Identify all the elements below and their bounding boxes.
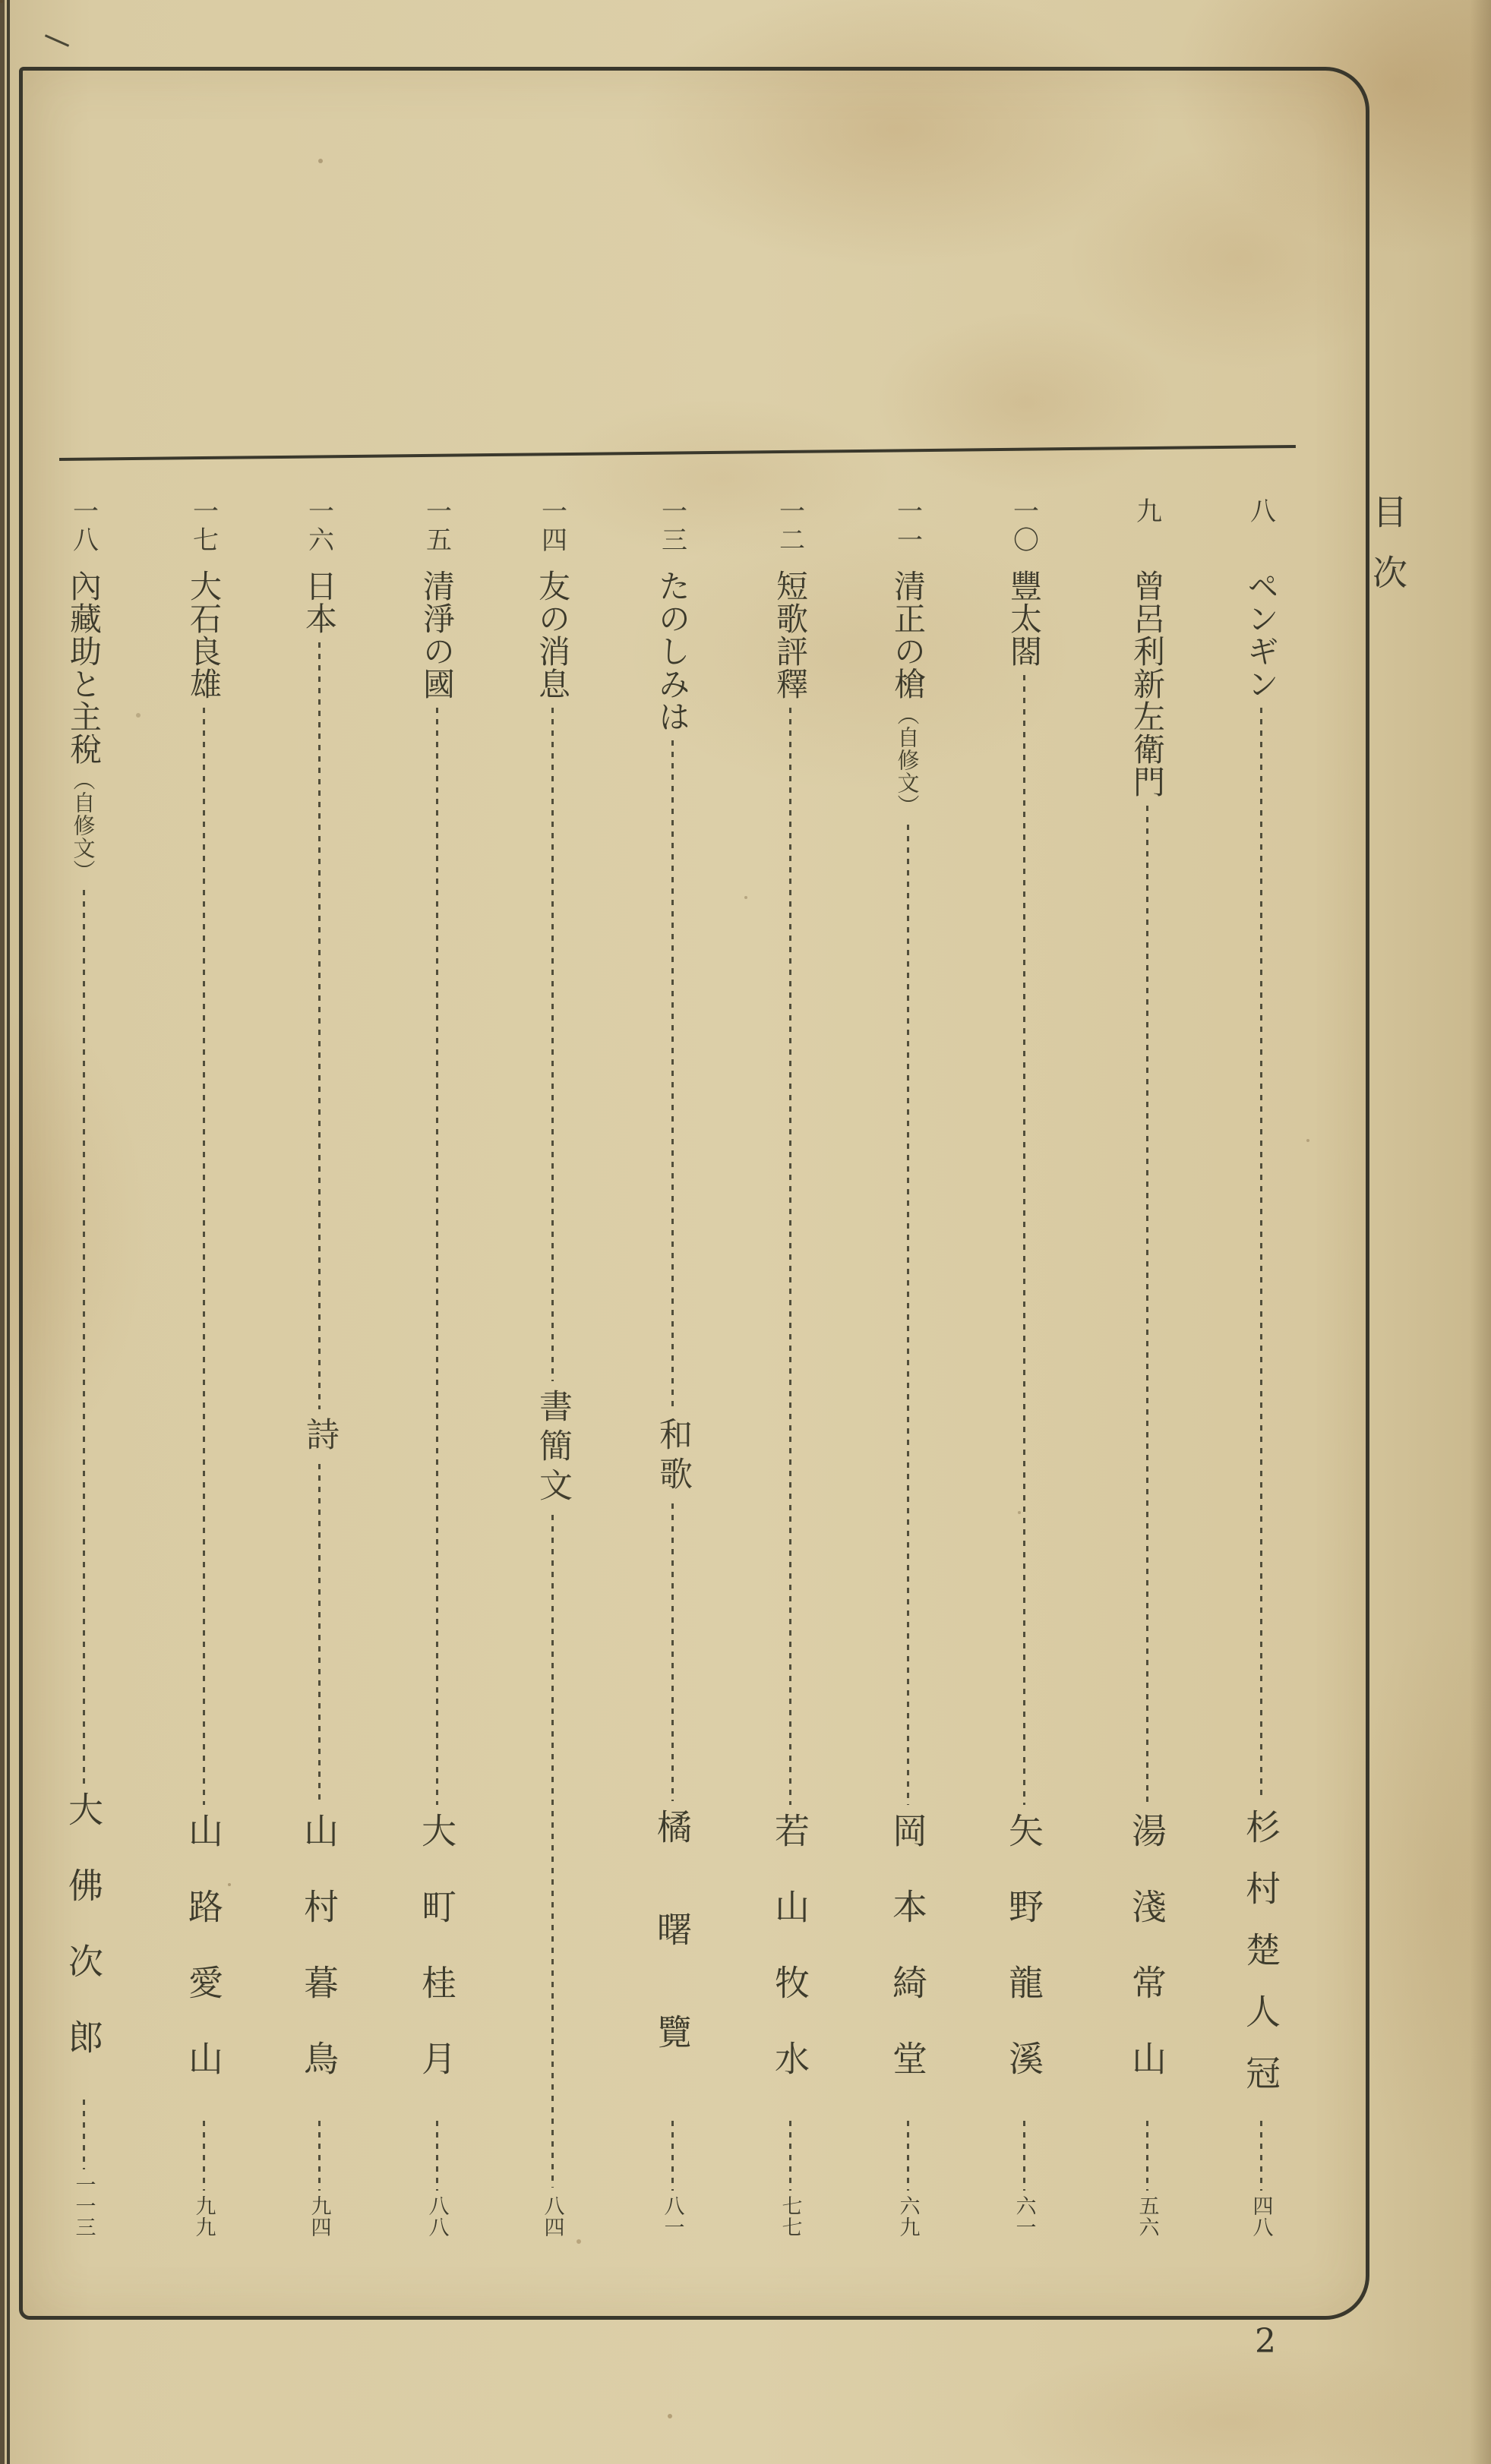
entry-page-number: 八一 (660, 2195, 684, 2238)
entry-page-number: 七七 (778, 2195, 802, 2238)
dotted-leader (789, 708, 791, 1805)
entry-author: 岡本綺堂 (887, 1813, 928, 2116)
toc-entry (748, 497, 832, 2238)
dotted-leader-short (318, 2121, 321, 2191)
entry-title: 內藏助と主稅 (65, 569, 103, 765)
entry-title: 曾呂利新左衛門 (1129, 569, 1166, 798)
entry-author: 矢野龍溪 (1003, 1813, 1044, 2116)
dotted-leader (1146, 806, 1148, 1805)
entry-title: たのしみは (654, 569, 691, 733)
toc-entry (1105, 497, 1189, 2238)
entry-page-number: 九四 (307, 2195, 331, 2238)
entry-author: 山村暮鳥 (299, 1813, 340, 2116)
dotted-leader-short (1146, 2121, 1148, 2191)
entry-number: 一二 (774, 497, 805, 555)
toc-entry (1219, 497, 1303, 2238)
dotted-leader-short (907, 2121, 909, 2191)
entry-note: （自修文） (70, 768, 96, 882)
dotted-leader (671, 1503, 674, 1801)
entry-number: 一〇 (1008, 497, 1039, 555)
entry-page-number: 八四 (540, 2195, 564, 2238)
toc-entry (630, 497, 714, 2238)
stray-pencil-mark (45, 34, 69, 47)
entry-number: 九 (1131, 497, 1162, 526)
entry-genre: 書簡文 (533, 1388, 572, 1507)
dotted-leader-short (671, 2121, 674, 2191)
toc-entry (162, 497, 245, 2238)
dotted-leader (318, 642, 321, 1409)
entry-number: 一八 (68, 497, 99, 555)
entry-title: 友の消息 (534, 569, 571, 700)
entry-page-number: 四八 (1249, 2195, 1273, 2238)
dotted-leader-short (1260, 2121, 1262, 2191)
foxing-specks (0, 0, 3, 3)
entry-title: 大石良雄 (185, 569, 223, 700)
entry-page-number: 六一 (1012, 2195, 1036, 2238)
entry-note: （自修文） (894, 703, 921, 817)
dotted-leader (907, 825, 909, 1805)
entry-author: 山路愛山 (183, 1813, 224, 2116)
entry-page-number: 一一三 (71, 2174, 96, 2238)
entry-number: 一一 (892, 497, 923, 555)
entry-title: 清淨の國 (419, 569, 456, 700)
entry-title: 日本 (301, 569, 338, 635)
toc-entry (277, 497, 361, 2238)
entry-page-number: 六九 (896, 2195, 920, 2238)
entry-title: ペンギン (1243, 569, 1280, 700)
toc-entry (982, 497, 1066, 2238)
dotted-leader (83, 890, 85, 1784)
dotted-leader-short (1023, 2121, 1025, 2191)
entry-number: 一六 (303, 497, 334, 555)
entry-number: 一五 (421, 497, 452, 555)
entry-author: 若山牧水 (769, 1813, 810, 2116)
dotted-leader-short (436, 2121, 438, 2191)
entry-title: 清正の槍 (889, 569, 927, 700)
dotted-leader (1260, 708, 1262, 1801)
entry-author: 大町桂月 (416, 1813, 457, 2116)
dotted-leader (318, 1464, 321, 1805)
toc-entry (866, 497, 949, 2238)
toc-entry (395, 497, 479, 2238)
page-right-edge-shadow (1470, 0, 1491, 2464)
folio-page-number: 2 (1255, 2322, 1276, 2361)
entry-page-number: 八八 (425, 2195, 449, 2238)
entry-author: 大佛次郎 (63, 1791, 104, 2095)
entry-author: 湯淺常山 (1126, 1813, 1167, 2116)
dotted-leader-short (83, 2100, 85, 2169)
toc-heading: 目次 (1367, 494, 1408, 615)
entry-number: 八 (1245, 497, 1276, 526)
entry-number: 一四 (536, 497, 567, 555)
entry-number: 一三 (656, 497, 687, 555)
entry-genre: 和歌 (653, 1417, 692, 1497)
entry-title: 短歌評釋 (772, 569, 809, 700)
spine-edge (0, 0, 5, 2464)
dotted-leader (671, 740, 674, 1409)
entry-author: 橘曙覽 (652, 1809, 693, 2116)
entry-page-number: 九九 (191, 2195, 216, 2238)
dotted-leader (551, 708, 554, 1381)
dotted-leader (203, 708, 205, 1805)
toc-entry (510, 497, 594, 2238)
dotted-leader-short (789, 2121, 791, 2191)
dotted-leader (1023, 675, 1025, 1805)
dotted-leader (551, 1515, 554, 2188)
entry-author: 杉村楚人冠 (1240, 1809, 1281, 2116)
entry-page-number: 五六 (1135, 2195, 1159, 2238)
entry-genre: 詩 (300, 1417, 339, 1457)
entry-title: 豐太閤 (1006, 569, 1043, 667)
dotted-leader (436, 708, 438, 1805)
dotted-leader-short (203, 2121, 205, 2191)
toc-entry (42, 497, 125, 2238)
entry-number: 一七 (188, 497, 219, 555)
spine-line (7, 0, 10, 2464)
